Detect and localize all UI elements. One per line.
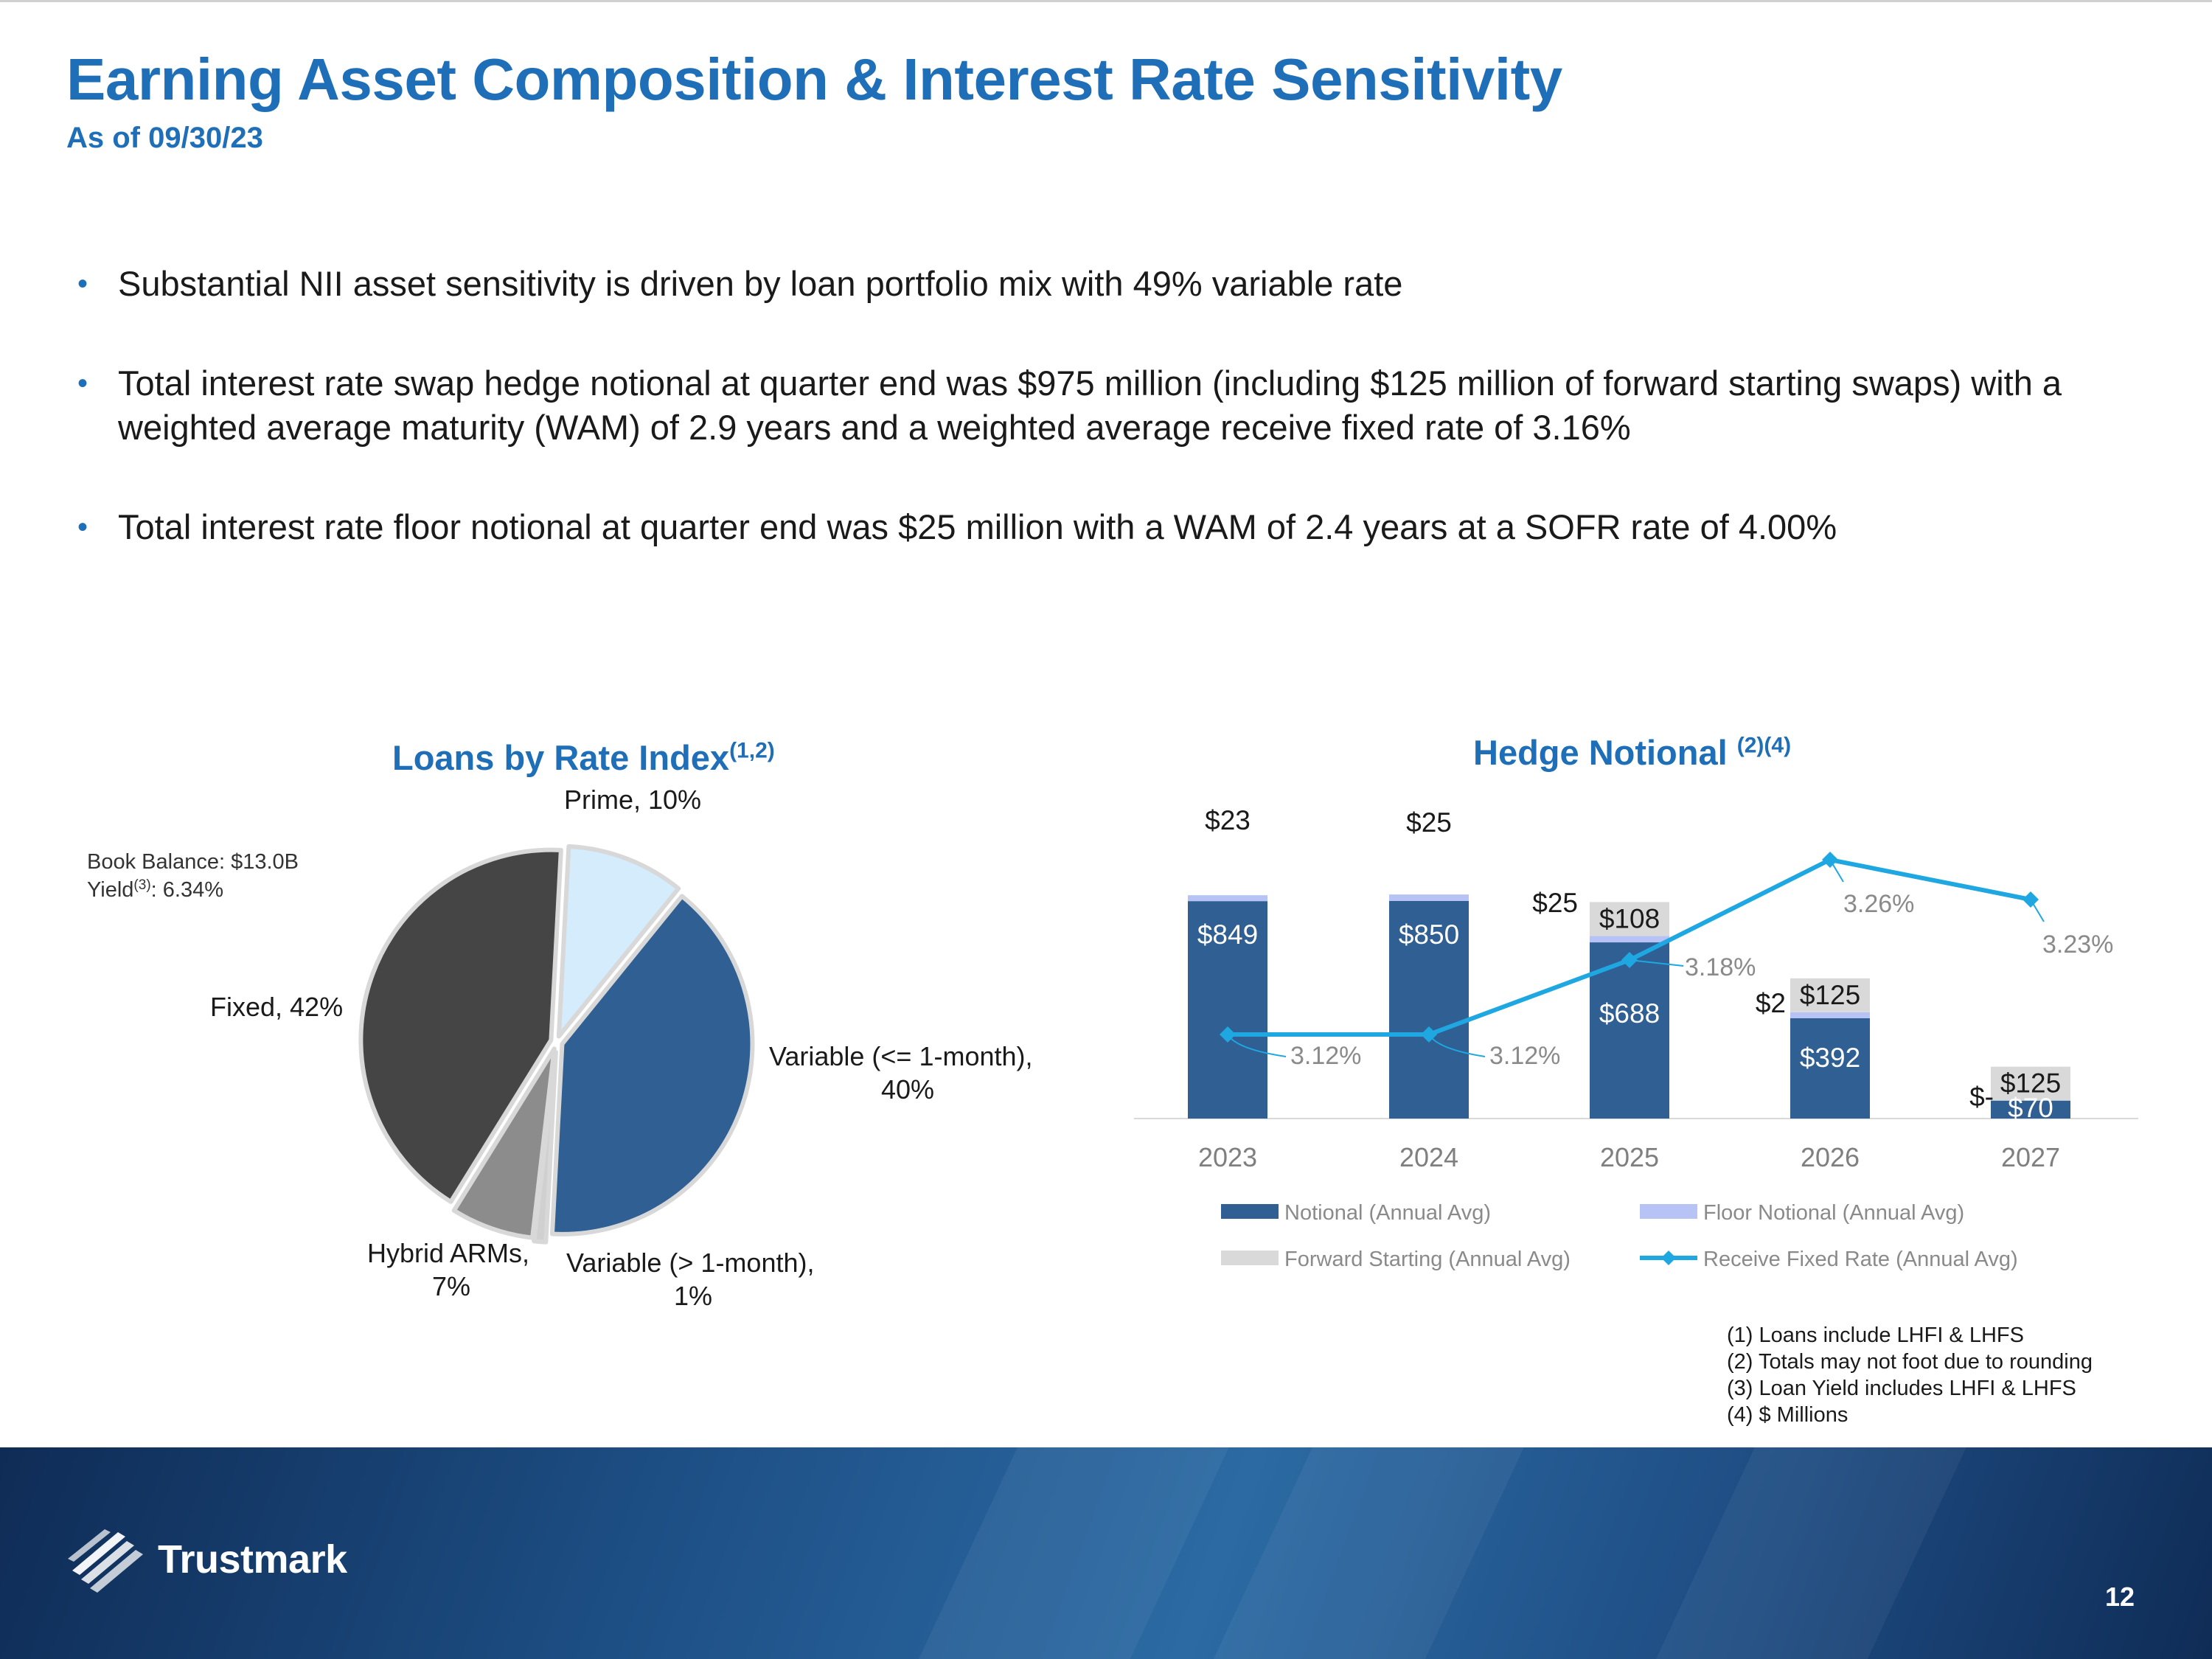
- footnote-1: (1) Loans include LHFI & LHFS: [1727, 1324, 2024, 1347]
- x-tick-2023: 2023: [1197, 1142, 1258, 1172]
- notional-label-2023: $849: [1197, 919, 1259, 950]
- pie-label-hybrid-pct: 7%: [431, 1271, 471, 1301]
- pie-label-prime: Prime, 10%: [564, 785, 702, 815]
- pie-label-variable-short-pct: 40%: [880, 1074, 934, 1105]
- pie-label-hybrid: Hybrid ARMs,: [366, 1238, 530, 1268]
- bar-chart-title: [1473, 732, 1791, 773]
- bullet-dot-icon: •: [77, 367, 88, 400]
- floor-label-2023: $23: [1205, 805, 1251, 835]
- x-tick-2025: 2025: [1599, 1142, 1660, 1172]
- rate-label-2025: 3.18%: [1685, 953, 1756, 981]
- footnote-2: (2) Totals may not foot due to rounding: [1727, 1350, 2093, 1374]
- legend-label-notional: Notional (Annual Avg): [1284, 1201, 1491, 1225]
- brand-name: Trustmark: [158, 1537, 347, 1582]
- footnotes: [1727, 1322, 2093, 1428]
- legend-swatch-floor: [1640, 1204, 1697, 1219]
- page-number: 12: [2105, 1582, 2135, 1612]
- footnote-3: (3) Loan Yield includes LHFI & LHFS: [1727, 1377, 2076, 1400]
- legend-marker-rate-icon: [1661, 1251, 1676, 1265]
- forward-label-2027: $125: [2000, 1068, 2062, 1099]
- bar-floor-2024: [1389, 894, 1469, 901]
- bullet-item: [77, 262, 2142, 306]
- pie-label-fixed: Fixed, 42%: [210, 992, 344, 1022]
- legend-swatch-forward: [1221, 1251, 1279, 1265]
- page-subtitle: As of 09/30/23: [66, 122, 263, 154]
- bullet-item: [77, 361, 2142, 450]
- forward-label-2026: $125: [1799, 979, 1861, 1010]
- pie-title-footnote: (1,2): [729, 738, 775, 763]
- notional-label-2026: $392: [1799, 1043, 1861, 1073]
- top-border: [0, 0, 2212, 2]
- legend-swatch-notional: [1221, 1204, 1279, 1219]
- rate-label-2027: 3.23%: [2042, 931, 2114, 959]
- legend-label-rate: Receive Fixed Rate (Annual Avg): [1703, 1248, 2018, 1271]
- book-balance-label: Book Balance: $13.0B: [87, 850, 299, 874]
- x-tick-2027: 2027: [2000, 1142, 2061, 1172]
- notional-label-2025: $688: [1599, 998, 1660, 1029]
- forward-label-2025: $108: [1599, 903, 1660, 934]
- rate-label-2023: 3.12%: [1290, 1042, 1362, 1070]
- pie-label-variable-long-pct: 1%: [673, 1281, 712, 1311]
- yield-label: Yield$^{(3)}$: 6.34%: [87, 877, 223, 902]
- bar-title-footnote: (2)(4): [1736, 733, 1792, 758]
- rate-label-2026: 3.26%: [1843, 890, 1915, 918]
- pie-chart-title: [392, 737, 775, 778]
- bullet-dot-icon: •: [77, 268, 88, 300]
- rate-leader-2027: [2031, 900, 2044, 922]
- trustmark-logo-icon: [66, 1526, 147, 1593]
- bar-floor-2023: [1188, 895, 1267, 901]
- bullet-dot-icon: •: [77, 511, 88, 543]
- pie-title-text: Loans by Rate Index: [392, 738, 730, 777]
- bullet-list: [77, 262, 2142, 605]
- hedge-notional-chart: [1106, 796, 2138, 1283]
- floor-label-2025: $25: [1532, 888, 1578, 918]
- bullet-item: [77, 505, 2142, 549]
- bullet-text: Total interest rate floor notional at quarter end was $25 million with a WAM of 2.4 years at a SOFR rate of 4.00%: [118, 507, 1837, 546]
- notional-label-2027: $70: [2008, 1093, 2053, 1123]
- page-title: Earning Asset Composition & Interest Rate Sensitivity: [66, 46, 1562, 112]
- legend-label-forward: Forward Starting (Annual Avg): [1284, 1248, 1571, 1271]
- floor-label-2024: $25: [1406, 807, 1452, 838]
- floor-label-2027: $-: [1969, 1082, 1994, 1112]
- rate-label-2024: 3.12%: [1489, 1042, 1561, 1070]
- bar-floor-2026: [1790, 1012, 1870, 1018]
- bullet-text: Total interest rate swap hedge notional at quarter end was $975 million (including $125 million of forward starting swaps) with a weighted average maturity (WAM) of 2.9 years and a weighted average receive fixed rate of 3.16%: [118, 364, 2062, 447]
- floor-label-2026: $2: [1755, 988, 1786, 1018]
- x-tick-2024: 2024: [1399, 1142, 1459, 1172]
- legend-label-floor: Floor Notional (Annual Avg): [1703, 1201, 1965, 1225]
- x-tick-2026: 2026: [1800, 1142, 1860, 1172]
- notional-label-2024: $850: [1398, 919, 1460, 950]
- bar-title-text: Hedge Notional: [1473, 733, 1737, 772]
- pie-chart: [0, 782, 1106, 1327]
- footnote-4: (4) $ Millions: [1727, 1403, 1848, 1427]
- bullet-text: Substantial NII asset sensitivity is driven by loan portfolio mix with 49% variable rate: [118, 264, 1403, 303]
- brand-logo: [66, 1526, 347, 1593]
- pie-label-variable-long: Variable (> 1-month),: [566, 1248, 815, 1278]
- pie-label-variable-short: Variable (<= 1-month),: [769, 1041, 1033, 1071]
- bar-floor-2025: [1590, 936, 1669, 942]
